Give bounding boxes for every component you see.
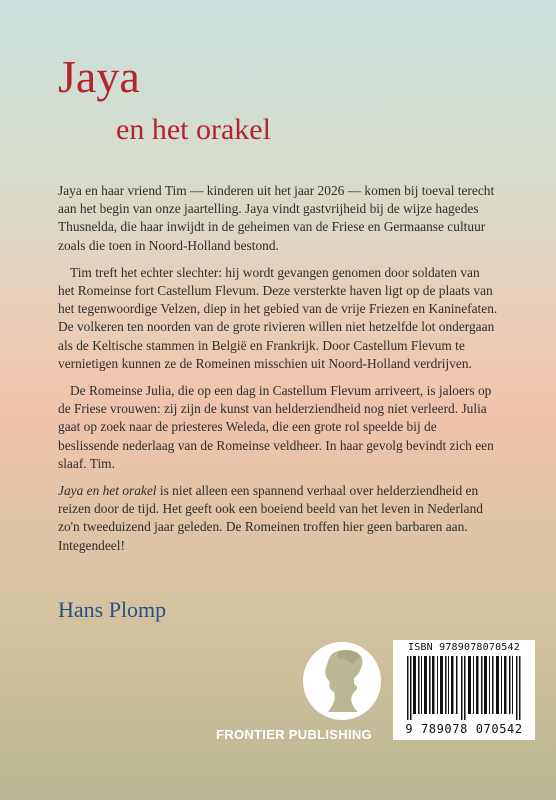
blurb-paragraph: De Romeinse Julia, die op een dag in Castellum Flevum arriveert, is jaloers op de Friese vrouwen: zij zijn de kunst van helderziendheid nog niet verleerd. Julia gaat op zoek naar de priesteres Weleda, die een grote rol speelde bij de beslissende nederlaag van de Romeinse veldheer. In haar gevolg bevindt zich een slaaf. Tim. [58,383,494,471]
back-cover-blurb [58,182,498,555]
isbn-barcode [393,640,535,740]
isbn-label: ISBN 9789078070542 [408,642,520,653]
book-subtitle: en het orakel [116,113,271,146]
blurb-paragraph-closing [58,482,498,555]
barcode-bars [407,656,521,720]
barcode-digits: 9 789078 070542 [405,722,523,736]
nefertiti-head-icon [302,640,382,722]
author-name: Hans Plomp [58,597,167,622]
book-title: Jaya [58,51,140,102]
publisher-name: FRONTIER PUBLISHING [216,727,372,742]
blurb-paragraph: Jaya en haar vriend Tim — kinderen uit het jaar 2026 — komen bij toeval terecht aan het begin van onze jaartelling. Jaya vindt gastvrijheid bij de wijze hagedes Thusnelda, die haar inwijdt in de geheimen van de Friese en Germaanse cultuur zoals die toen in Noord-Holland bestond. [58,183,495,253]
blurb-paragraph: Tim treft het echter slechter: hij wordt gevangen genomen door soldaten van het Romeinse fort Castellum Flevum. Deze versterkte haven ligt op de plaats van het tegenwoordige Velzen, diep in het gebied van de vrije Friezen en Kaninefaten. De volkeren ten noorden van de grote rivieren willen niet hetzelfde lot ondergaan als de Keltische stammen in België en Frankrijk. Door Castellum Flevum te vernietigen kunnen ze de Romeinen misschien uit Noord-Holland verdrijven. [58,264,498,371]
blurb-book-title-italic: Jaya en het orakel [58,483,157,499]
blurb-closing-text: is niet alleen een spannend verhaal over helderziendheid en reizen door de tijd. Het geeft ook een boeiend beeld van het leven in Nederland zo'n tweeduizend jaar geleden. De Romeinen troffen hier geen barbaren aan. Integendeel! [58,483,483,553]
